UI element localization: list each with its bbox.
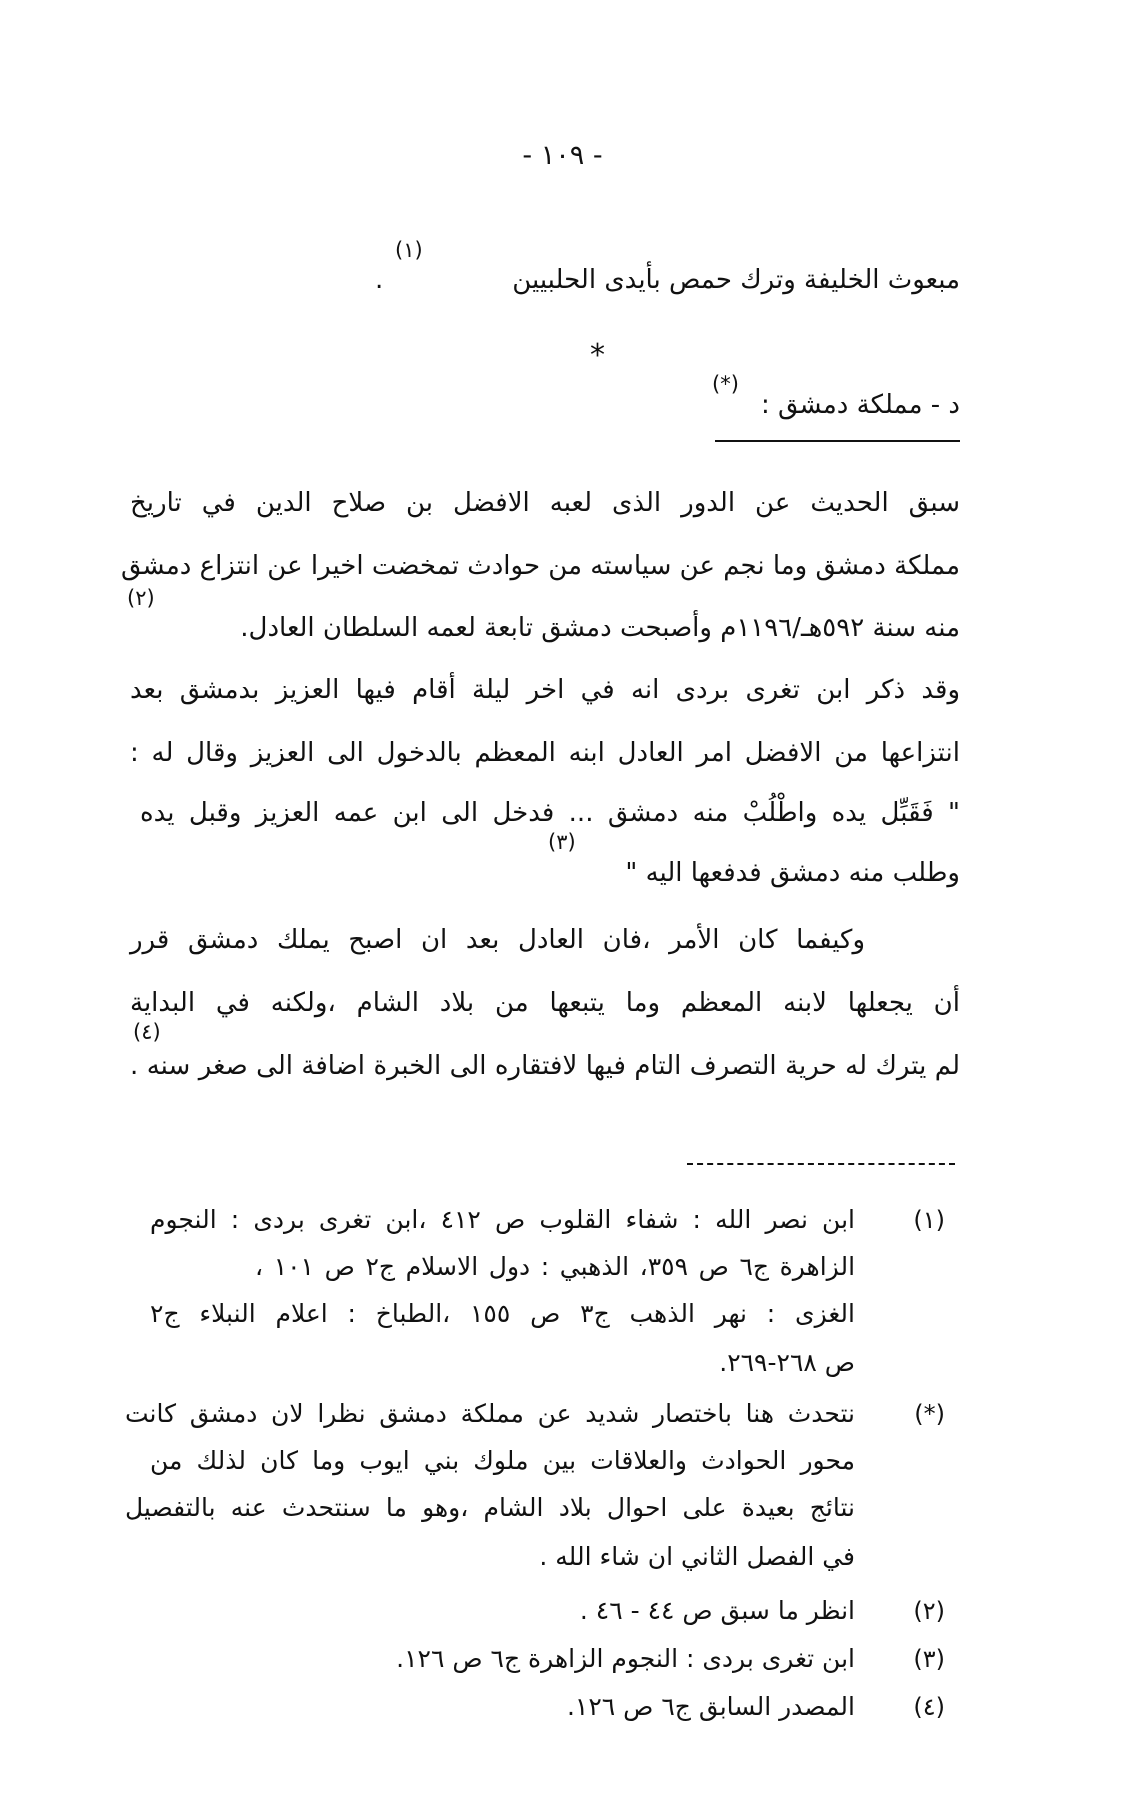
separator-star: * — [590, 338, 605, 373]
footnote-star-line-2: محور الحوادث والعلاقات بين ملوك بني ايوب وما كان لذلك من — [150, 1446, 855, 1475]
intro-period: . — [375, 265, 384, 295]
footnote-ref-4: (٤) — [133, 1020, 161, 1044]
paragraph-2-line-4: وطلب منه دمشق فدفعها اليه " — [625, 858, 960, 888]
footnote-4-number: (٤) — [913, 1693, 945, 1721]
footnote-star-line-3: نتائج بعيدة على احوال بلاد الشام ،وهو ما سنتحدث عنه بالتفصيل — [125, 1493, 855, 1522]
page-number: - ١٠٩ - — [522, 140, 603, 171]
intro-line: مبعوث الخليفة وترك حمص بأيدى الحلبيين — [512, 265, 960, 295]
footnote-star-line-1: نتحدث هنا باختصار شديد عن مملكة دمشق نظرا لان دمشق كانت — [125, 1399, 855, 1428]
footnote-2-number: (٢) — [913, 1597, 945, 1625]
footnote-ref-2: (٢) — [127, 586, 155, 610]
intro-footnote-ref: (١) — [395, 238, 423, 262]
footnote-star-number: (*) — [914, 1400, 945, 1428]
paragraph-1-line-3: منه سنة ٥٩٢هـ/١١٩٦م وأصبحت دمشق تابعة لعمه السلطان العادل. — [240, 613, 960, 643]
section-heading: د - مملكة دمشق : — [760, 390, 960, 420]
paragraph-2-line-3: " فَقَبِّل يده واطْلُبْ منه دمشق ... فدخل الى ابن عمه العزيز وقبل يده — [140, 798, 960, 828]
footnote-3-line-1: ابن تغرى بردى : النجوم الزاهرة ج٦ ص ١٢٦. — [396, 1644, 855, 1673]
paragraph-3-line-2: أن يجعلها لابنه المعظم وما يتبعها من بلاد الشام ،ولكنه في البداية — [130, 988, 960, 1018]
footnote-1-number: (١) — [913, 1206, 945, 1234]
footnote-2-line-1: انظر ما سبق ص ٤٤ - ٤٦ . — [579, 1596, 855, 1625]
paragraph-1-line-2: مملكة دمشق وما نجم عن سياسته من حوادث تمخضت اخيرا عن انتزاع دمشق — [121, 551, 960, 581]
section-heading-ref: (*) — [712, 372, 739, 396]
paragraph-2-line-2: انتزاعها من الافضل امر العادل ابنه المعظم بالدخول الى العزيز وقال له : — [130, 738, 960, 768]
footnote-ref-3: (٣) — [548, 830, 576, 854]
footnote-1-line-4: ص ٢٦٨-٢٦٩. — [719, 1348, 855, 1377]
footnote-1-line-2: الزاهرة ج٦ ص ٣٥٩، الذهبي : دول الاسلام ج٢ ص ١٠١ ، — [255, 1252, 856, 1281]
footnote-separator-text: --------------- — [827, 1150, 955, 1171]
paragraph-2-line-1: وقد ذكر ابن تغرى بردى انه في اخر ليلة أقام فيها العزيز بدمشق بعد — [130, 675, 960, 705]
footnote-4-line-1: المصدر السابق ج٦ ص ١٢٦. — [566, 1692, 855, 1721]
paragraph-3-line-3: لم يترك له حرية التصرف التام فيها لافتقاره الى الخبرة اضافة الى صغر سنه . — [130, 1051, 960, 1081]
footnote-star-line-4: في الفصل الثاني ان شاء الله . — [539, 1542, 855, 1571]
paragraph-3-line-1: وكيفما كان الأمر ،فان العادل بعد ان اصبح يملك دمشق قرر — [130, 925, 865, 955]
footnote-1-line-3: الغزى : نهر الذهب ج٣ ص ١٥٥ ،الطباخ : اعلام النبلاء ج٢ — [150, 1299, 855, 1328]
heading-underline — [715, 440, 960, 442]
paragraph-1-line-1: سبق الحديث عن الدور الذى لعبه الافضل بن صلاح الدين في تاريخ — [130, 488, 960, 518]
footnote-3-number: (٣) — [913, 1645, 945, 1673]
footnote-1-line-1: ابن نصر الله : شفاء القلوب ص ٤١٢ ،ابن تغرى بردى : النجوم — [150, 1205, 855, 1234]
